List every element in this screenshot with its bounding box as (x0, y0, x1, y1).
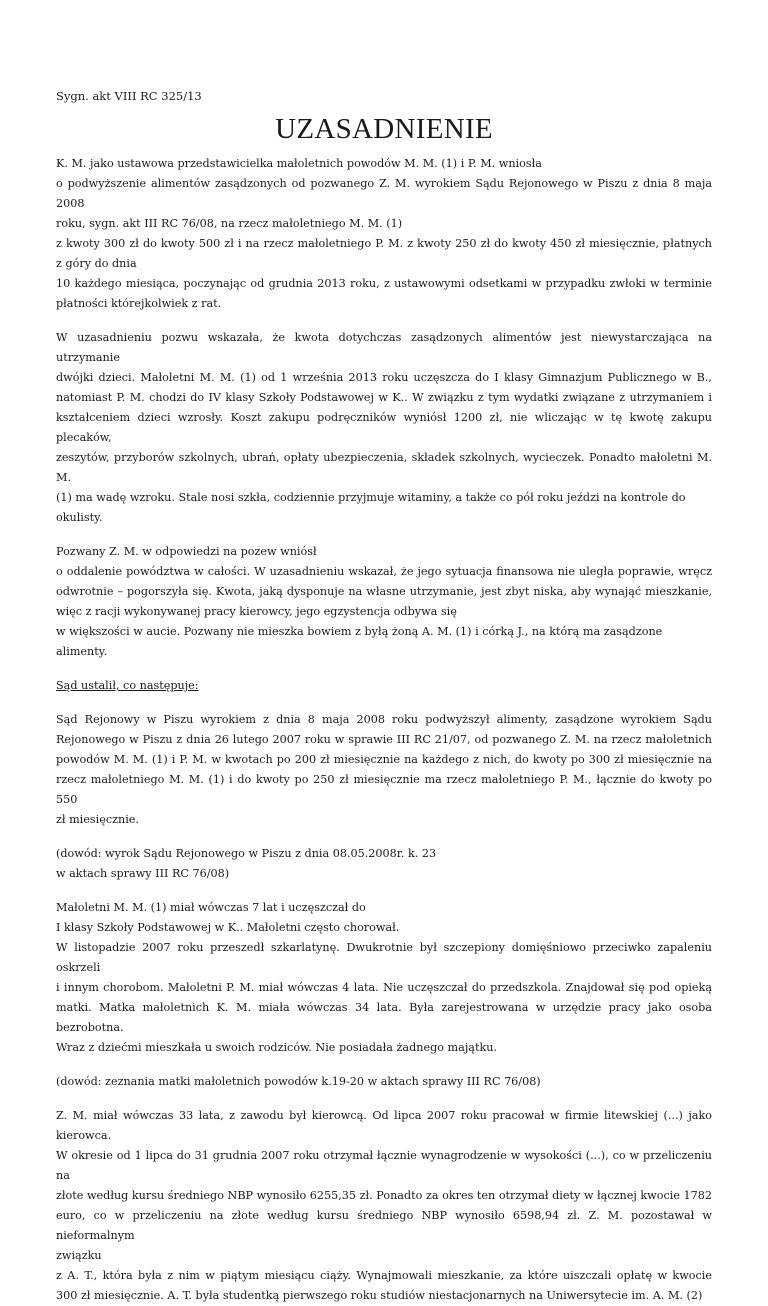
text-line: o podwyższenie alimentów zasądzonych od pozwanego Z. M. wyrokiem Sądu Rejonowego w Piszu z dnia 8 maja 2008 (56, 177, 712, 210)
text-line: dwójki dzieci. Małoletni M. M. (1) od 1 września 2013 roku uczęszcza do I klasy Gimnazjum Publicznego w B., (56, 371, 712, 384)
text-line: Sąd Rejonowy w Piszu wyrokiem z dnia 8 maja 2008 roku podwyższył alimenty, zasądzone wyrokiem Sądu (56, 713, 712, 726)
paragraph (56, 844, 712, 884)
text-line: z góry do dnia (56, 257, 137, 270)
paragraph (56, 328, 712, 528)
text-line: (dowód: wyrok Sądu Rejonowego w Piszu z dnia 08.05.2008r. k. 23 (56, 847, 437, 860)
text-line: odwrotnie – pogorszyła się. Kwota, jaką dysponuje na własne utrzymanie, jest zbyt niska, aby wynająć mieszkanie, (56, 585, 712, 598)
text-line: Małoletni M. M. (1) miał wówczas 7 lat i uczęszczał do (56, 901, 366, 914)
document-body (56, 154, 712, 1306)
text-line: Rejonowego w Piszu z dnia 26 lutego 2007 roku w sprawie III RC 21/07, od pozwanego Z. M. na rzecz małoletnich (56, 733, 712, 746)
text-line: zł miesięcznie. (56, 813, 139, 826)
text-line: w większości w aucie. Pozwany nie mieszka bowiem z byłą żoną A. M. (1) i córką J., na którą ma zasądzone alimenty. (56, 625, 663, 658)
text-line: zeszytów, przyborów szkolnych, ubrań, opłaty ubezpieczenia, składek szkolnych, wycieczek. Ponadto małoletni M. M. (56, 451, 712, 484)
text-line: złote według kursu średniego NBP wynosiło 6255,35 zł. Ponadto za okres ten otrzymał diety w łącznej kwocie 1782 (56, 1189, 712, 1202)
text-line: rzecz małoletniego M. M. (1) i do kwoty po 250 zł miesięcznie ma rzecz małoletniego P. M., łącznie do kwoty po 550 (56, 773, 712, 806)
text-line: związku (56, 1249, 102, 1262)
case-signature: Sygn. akt VIII RC 325/13 (56, 89, 202, 103)
paragraph (56, 1072, 712, 1092)
text-line: W uzasadnieniu pozwu wskazała, że kwota dotychczas zasądzonych alimentów jest niewystarczająca na utrzymanie (56, 331, 712, 364)
text-line: euro, co w przeliczeniu na złote według kursu średniego NBP wynosiło 6598,94 zł. Z. M. pozostawał w nieformalnym (56, 1209, 712, 1242)
paragraph (56, 542, 712, 662)
text-line: płatności którejkolwiek z rat. (56, 297, 222, 310)
paragraph (56, 710, 712, 830)
text-line: kształceniem dzieci wzrosły. Koszt zakupu podręczników wyniósł 1200 zł, nie wliczając w tę kwotę zakupu plecaków, (56, 411, 712, 444)
text-line: z A. T., która była z nim w piątym miesiącu ciąży. Wynajmowali mieszkanie, za które uiszczali opłatę w kwocie (56, 1269, 712, 1282)
text-line: powodów M. M. (1) i P. M. w kwotach po 200 zł miesięcznie na każdego z nich, do kwoty po 300 zł miesięcznie na (56, 753, 712, 766)
paragraph (56, 898, 712, 1058)
text-line: z kwoty 300 zł do kwoty 500 zł i na rzecz małoletniego P. M. z kwoty 250 zł do kwoty 450 zł miesięcznie, płatnych (56, 237, 712, 250)
text-line: Z. M. miał wówczas 33 lata, z zawodu był kierowcą. Od lipca 2007 roku pracował w firmie litewskiej (...) jako kierowca. (56, 1109, 712, 1142)
text-line: 300 zł miesięcznie. A. T. była studentką pierwszego roku studiów niestacjonarnych na Uniwersytecie im. A. M. (2) (56, 1289, 703, 1302)
text-line: (1) ma wadę wzroku. Stale nosi szkła, codziennie przyjmuje witaminy, a także co pół roku jeździ na kontrole do okulisty. (56, 491, 686, 524)
text-line: Pozwany Z. M. w odpowiedzi na pozew wniósł (56, 545, 317, 558)
paragraph (56, 1106, 712, 1306)
text-line: W listopadzie 2007 roku przeszedł szkarlatynę. Dwukrotnie był szczepiony domięśniowo przeciwko zapaleniu oskrzeli (56, 941, 712, 974)
text-line: I klasy Szkoły Podstawowej w K.. Małoletni często chorował. (56, 921, 400, 934)
text-line: K. M. jako ustawowa przedstawicielka małoletnich powodów M. M. (1) i P. M. wniosła (56, 157, 542, 170)
text-line: natomiast P. M. chodzi do IV klasy Szkoły Podstawowej w K.. W związku z tym wydatki związane z utrzymaniem i (56, 391, 712, 404)
text-line: o oddalenie powództwa w całości. W uzasadnieniu wskazał, że jego sytuacja finansowa nie uległa poprawie, wręcz (56, 565, 712, 578)
paragraph (56, 154, 712, 314)
text-line: W okresie od 1 lipca do 31 grudnia 2007 roku otrzymał łącznie wynagrodzenie w wysokości (...), co w przeliczeniu na (56, 1149, 712, 1182)
text-line: Sąd ustalił, co następuje: (56, 679, 199, 692)
document-title: UZASADNIENIE (275, 113, 493, 145)
text-line: Wraz z dziećmi mieszkała u swoich rodziców. Nie posiadała żadnego majątku. (56, 1041, 497, 1054)
text-line: i innym chorobom. Małoletni P. M. miał wówczas 4 lata. Nie uczęszczał do przedszkola. Znajdował się pod opieką (56, 981, 712, 994)
text-line: więc z racji wykonywanej pracy kierowcy, jego egzystencja odbywa się (56, 605, 457, 618)
text-line: (dowód: zeznania matki małoletnich powodów k.19-20 w aktach sprawy III RC 76/08) (56, 1075, 541, 1088)
text-line: 10 każdego miesiąca, poczynając od grudnia 2013 roku, z ustawowymi odsetkami w przypadku zwłoki w terminie (56, 277, 712, 290)
text-line: matki. Matka małoletnich K. M. miała wówczas 34 lata. Była zarejestrowana w urzędzie pracy jako osoba bezrobotna. (56, 1001, 712, 1034)
section-heading (56, 676, 712, 696)
text-line: roku, sygn. akt III RC 76/08, na rzecz małoletniego M. M. (1) (56, 217, 403, 230)
text-line: w aktach sprawy III RC 76/08) (56, 867, 230, 880)
